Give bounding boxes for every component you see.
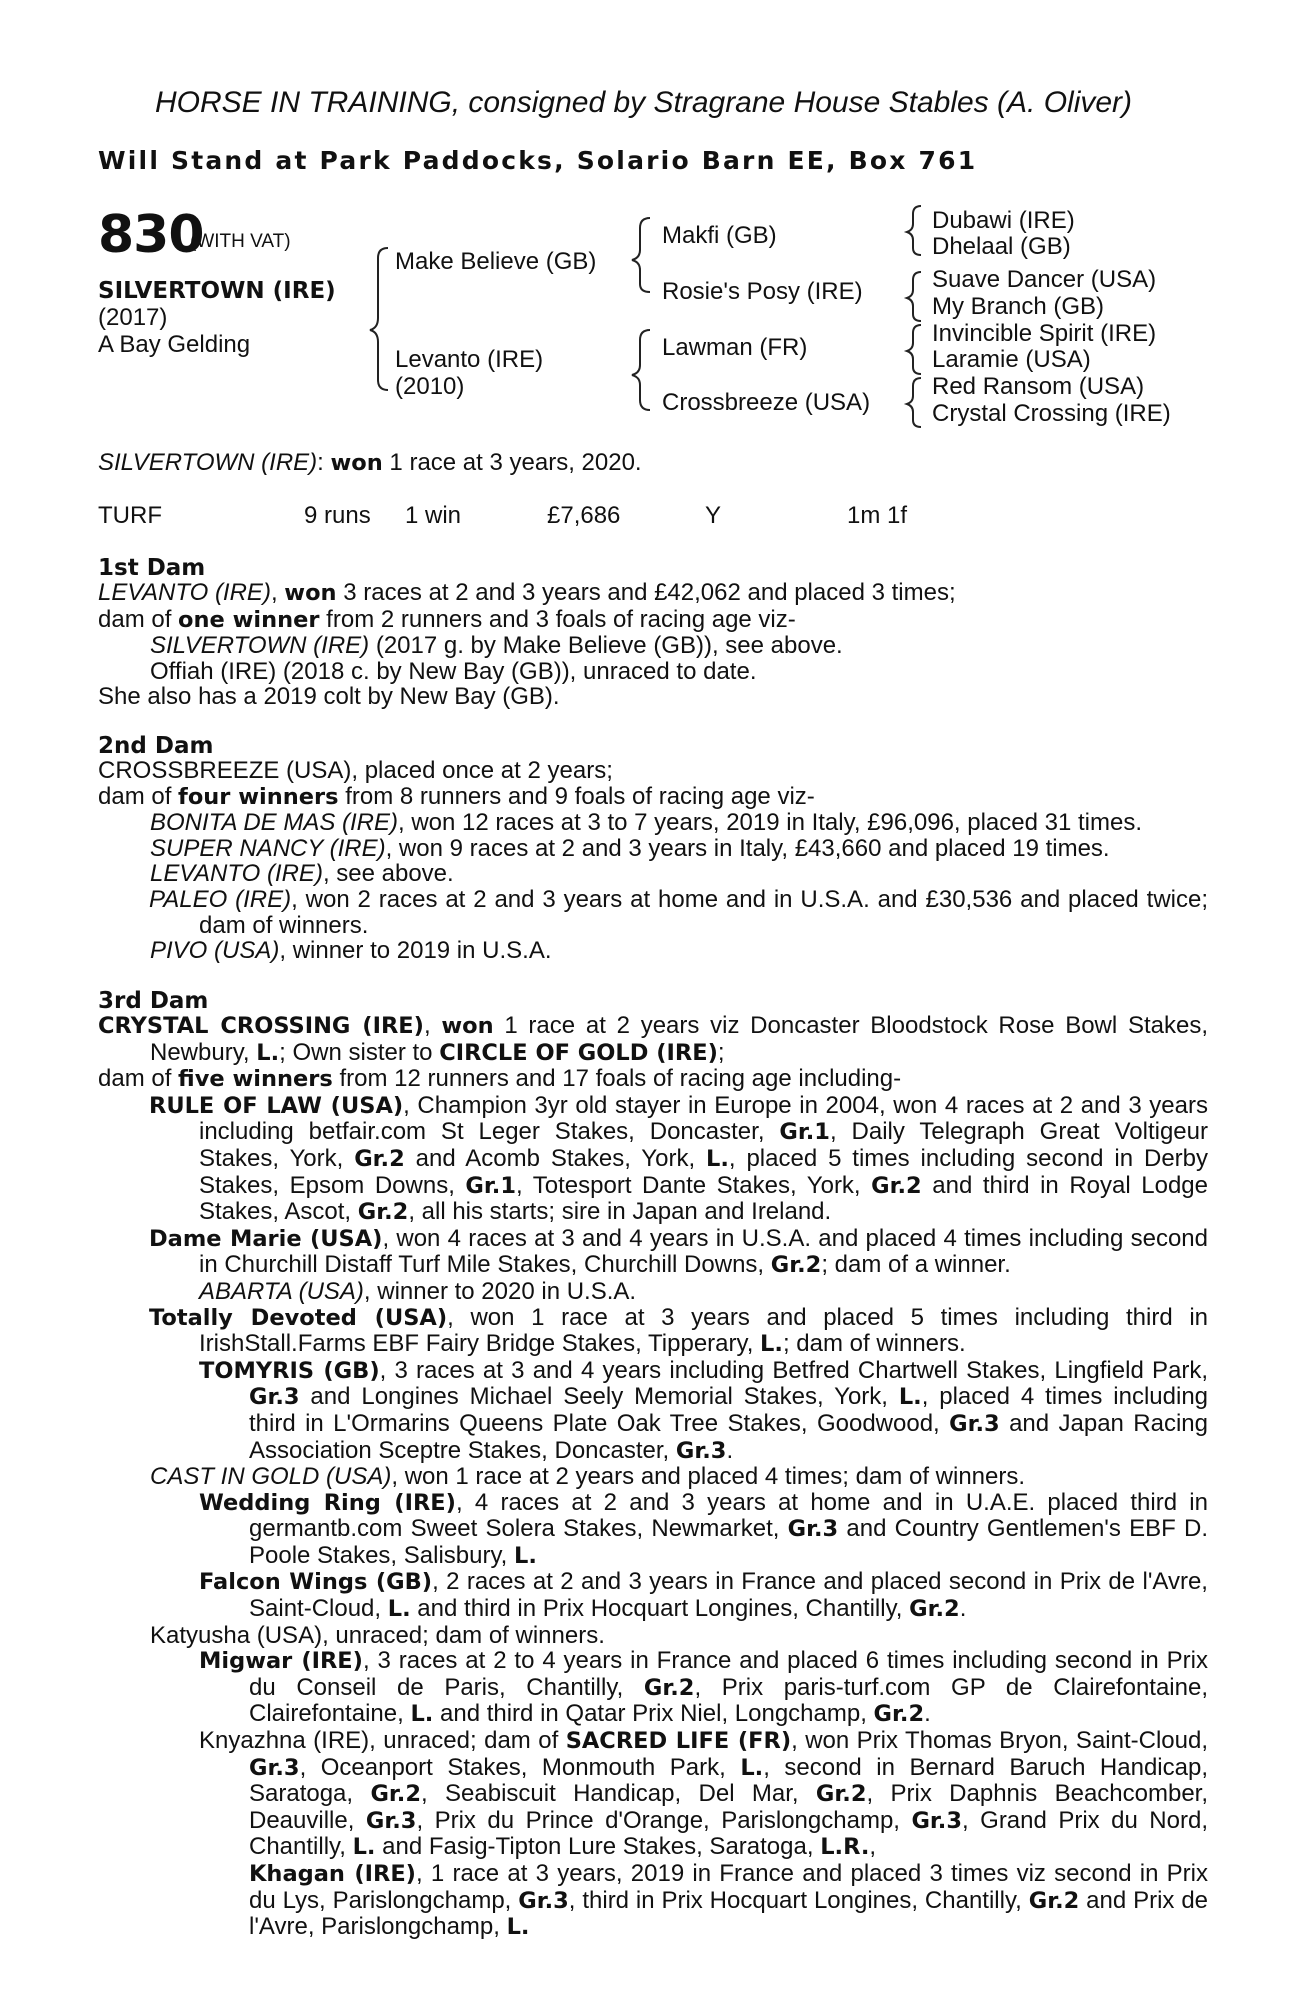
- pedigree-dam-sire: Lawman (FR): [662, 334, 808, 361]
- record-surface: TURF: [98, 502, 162, 529]
- cast-in-gold-entry: CAST IN GOLD (USA), won 1 race at 2 years and placed 4 times; dam of winners.: [150, 1463, 1026, 1491]
- first-dam-line-1: LEVANTO (IRE), won 3 races at 2 and 3 years and £42,062 and placed 3 times;: [98, 579, 956, 606]
- third-dam-intro: CRYSTAL CROSSING (IRE), won 1 race at 2 years viz Doncaster Bloodstock Rose Bowl Stakes, Newbury, L.; Own sister to CIRCLE OF GOLD (IRE);: [98, 1012, 1208, 1066]
- first-dam-name: LEVANTO (IRE): [98, 579, 271, 606]
- summary-won: won: [330, 450, 383, 476]
- pedigree-gen3-1: Dubawi (IRE): [932, 207, 1075, 234]
- second-dam-line-1: CROSSBREEZE (USA), placed once at 2 years;: [98, 757, 613, 784]
- rule-of-law-entry: RULE OF LAW (USA), Champion 3yr old stayer in Europe in 2004, won 4 races at 2 and 3 years including betfair.com St Leger Stakes, Doncaster, Gr.1, Daily Telegraph Great Voltigeur Stakes, York, Gr.2 and Acomb Stakes, York, L., placed 5 times including second in Derby Stakes, Epsom Downs, Gr.1, Totesport Dante Stakes, York, Gr.2 and third in Royal Lodge Stakes, Ascot, Gr.2, all his starts; sire in Japan and Ireland.: [149, 1091, 1209, 1226]
- race-summary: SILVERTOWN (IRE): won 1 race at 3 years, 2020.: [98, 449, 642, 476]
- record-prize: £7,686: [547, 502, 621, 529]
- pedigree-dam-dam: Crossbreeze (USA): [662, 389, 871, 416]
- pedigree-dam-year: (2010): [395, 373, 465, 400]
- second-dam-block: [98, 758, 1208, 964]
- pedigree-gen3-5: Invincible Spirit (IRE): [932, 320, 1157, 347]
- second-dam-foal-2: SUPER NANCY (IRE), won 9 races at 2 and 3 years in Italy, £43,660 and placed 19 times.: [150, 834, 1110, 862]
- pedigree-gen3-4: My Branch (GB): [932, 293, 1105, 320]
- section-first-dam: 1st Dam: [98, 555, 206, 581]
- vat-note: (WITH VAT): [190, 231, 291, 252]
- first-dam-line-5: She also has a 2019 colt by New Bay (GB).: [98, 683, 560, 711]
- second-dam-foal-3: LEVANTO (IRE), see above.: [150, 860, 454, 888]
- second-dam-line-2: dam of four winners from 8 runners and 9 foals of racing age viz-: [98, 782, 815, 810]
- first-dam-line-2: dam of one winner from 2 runners and 3 foals of racing age viz-: [98, 605, 796, 633]
- wedding-ring-entry: Wedding Ring (IRE), 4 races at 2 and 3 years at home and in U.A.E. placed third in germantb.com Sweet Solera Stakes, Newmarket, Gr.3 and Country Gentlemen's EBF D. Poole Stakes, Salisbury, L.: [199, 1488, 1208, 1569]
- record-distance: 1m 1f: [847, 502, 908, 529]
- tomyris-entry: TOMYRIS (GB), 3 races at 3 and 4 years including Betfred Chartwell Stakes, Lingfield Park, Gr.3 and Longines Michael Seely Memorial Stakes, York, L., placed 4 times including third in L'Ormarins Queens Plate Oak Tree Stakes, Goodwood, Gr.3 and Japan Racing Association Sceptre Stakes, Doncaster, Gr.3.: [199, 1356, 1209, 1464]
- third-dam-produce: dam of five winners from 12 runners and 17 foals of racing age including-: [98, 1065, 902, 1093]
- pedigree-gen3-3: Suave Dancer (USA): [932, 266, 1157, 293]
- first-dam-foal-2: Offiah (IRE) (2018 c. by New Bay (GB)), unraced to date.: [150, 657, 757, 685]
- section-third-dam: 3rd Dam: [98, 988, 209, 1014]
- khagan-entry: Khagan (IRE), 1 race at 3 years, 2019 in France and placed 3 times viz second in Prix du Lys, Parislongchamp, Gr.3, third in Prix Hocquart Longines, Chantilly, Gr.2 and Prix de l'Avre, Parislongchamp, L.: [249, 1860, 1209, 1941]
- second-dam-foal-1: BONITA DE MAS (IRE), won 12 races at 3 to 7 years, 2019 in Italy, £96,096, placed 31 times.: [150, 809, 1143, 837]
- third-dam-block: [98, 1013, 1208, 1941]
- pedigree-gen3-2: Dhelaal (GB): [932, 233, 1071, 260]
- record-wins: 1 win: [405, 502, 462, 529]
- pedigree-gen3-8: Crystal Crossing (IRE): [932, 400, 1171, 427]
- summary-rest: 1 race at 3 years, 2020.: [382, 449, 642, 476]
- pedigree-sire-dam: Rosie's Posy (IRE): [662, 278, 863, 305]
- horse-year: (2017): [98, 304, 168, 331]
- stand-location: Will Stand at Park Paddocks, Solario Barn EE, Box 761: [98, 146, 978, 175]
- horse-description: A Bay Gelding: [98, 331, 251, 358]
- totally-devoted-entry: Totally Devoted (USA), won 1 race at 3 years and placed 5 times including third in IrishStall.Farms EBF Fairy Bridge Stakes, Tipperary, L.; dam of winners.: [149, 1303, 1208, 1358]
- summary-horse-name: SILVERTOWN (IRE): [98, 449, 318, 476]
- migwar-entry: Migwar (IRE), 3 races at 2 to 4 years in France and placed 6 times including second in Prix du Conseil de Paris, Chantilly, Gr.2, Prix paris-turf.com GP de Clairefontaine, Clairefontaine, L. and third in Qatar Prix Niel, Longchamp, Gr.2.: [199, 1647, 1208, 1728]
- lot-number: 830: [98, 205, 204, 265]
- record-runs: 9 runs: [304, 502, 371, 529]
- horse-name: SILVERTOWN (IRE): [98, 278, 336, 304]
- second-dam-foal-4: PALEO (IRE), won 2 races at 2 and 3 years at home and in U.S.A. and £30,536 and placed twice; dam of winners.: [149, 885, 1208, 939]
- knyazhna-entry: Knyazhna (IRE), unraced; dam of SACRED LIFE (FR), won Prix Thomas Bryon, Saint-Cloud, Gr.3, Oceanport Stakes, Monmouth Park, L., second in Bernard Baruch Handicap, Saratoga, Gr.2, Seabiscuit Handicap, Del Mar, Gr.2, Prix Daphnis Beachcomber, Deauville, Gr.3, Prix du Prince d'Orange, Parislongchamp, Gr.3, Grand Prix du Nord, Chantilly, L. and Fasig-Tipton Lure Stakes, Saratoga, L.R.,: [199, 1727, 1209, 1861]
- pedigree-sire-sire: Makfi (GB): [662, 222, 777, 249]
- first-dam-block: [98, 580, 1208, 710]
- pedigree-dam: Levanto (IRE): [395, 346, 544, 373]
- first-dam-foal-1: SILVERTOWN (IRE) (2017 g. by Make Believe (GB)), see above.: [150, 632, 843, 660]
- katyusha-entry: Katyusha (USA), unraced; dam of winners.: [150, 1621, 605, 1649]
- pedigree-sire: Make Believe (GB): [395, 248, 597, 275]
- dame-marie-entry: Dame Marie (USA), won 4 races at 3 and 4 years in U.S.A. and placed 4 times including second in Churchill Distaff Turf Mile Stakes, Churchill Downs, Gr.2; dam of a winner.: [149, 1224, 1209, 1279]
- pedigree-gen3-6: Laramie (USA): [932, 346, 1091, 373]
- second-dam-foal-5: PIVO (USA), winner to 2019 in U.S.A.: [150, 937, 552, 965]
- catalogue-header: HORSE IN TRAINING, consigned by Stragrane House Stables (A. Oliver): [155, 86, 1133, 119]
- record-flag: Y: [705, 502, 722, 529]
- pedigree-gen3-7: Red Ransom (USA): [932, 373, 1145, 400]
- abarta-entry: ABARTA (USA), winner to 2020 in U.S.A.: [199, 1277, 637, 1305]
- falcon-wings-entry: Falcon Wings (GB), 2 races at 2 and 3 years in France and placed second in Prix de l'Avre, Saint-Cloud, L. and third in Prix Hocquart Longines, Chantilly, Gr.2.: [199, 1568, 1208, 1623]
- section-second-dam: 2nd Dam: [98, 733, 214, 759]
